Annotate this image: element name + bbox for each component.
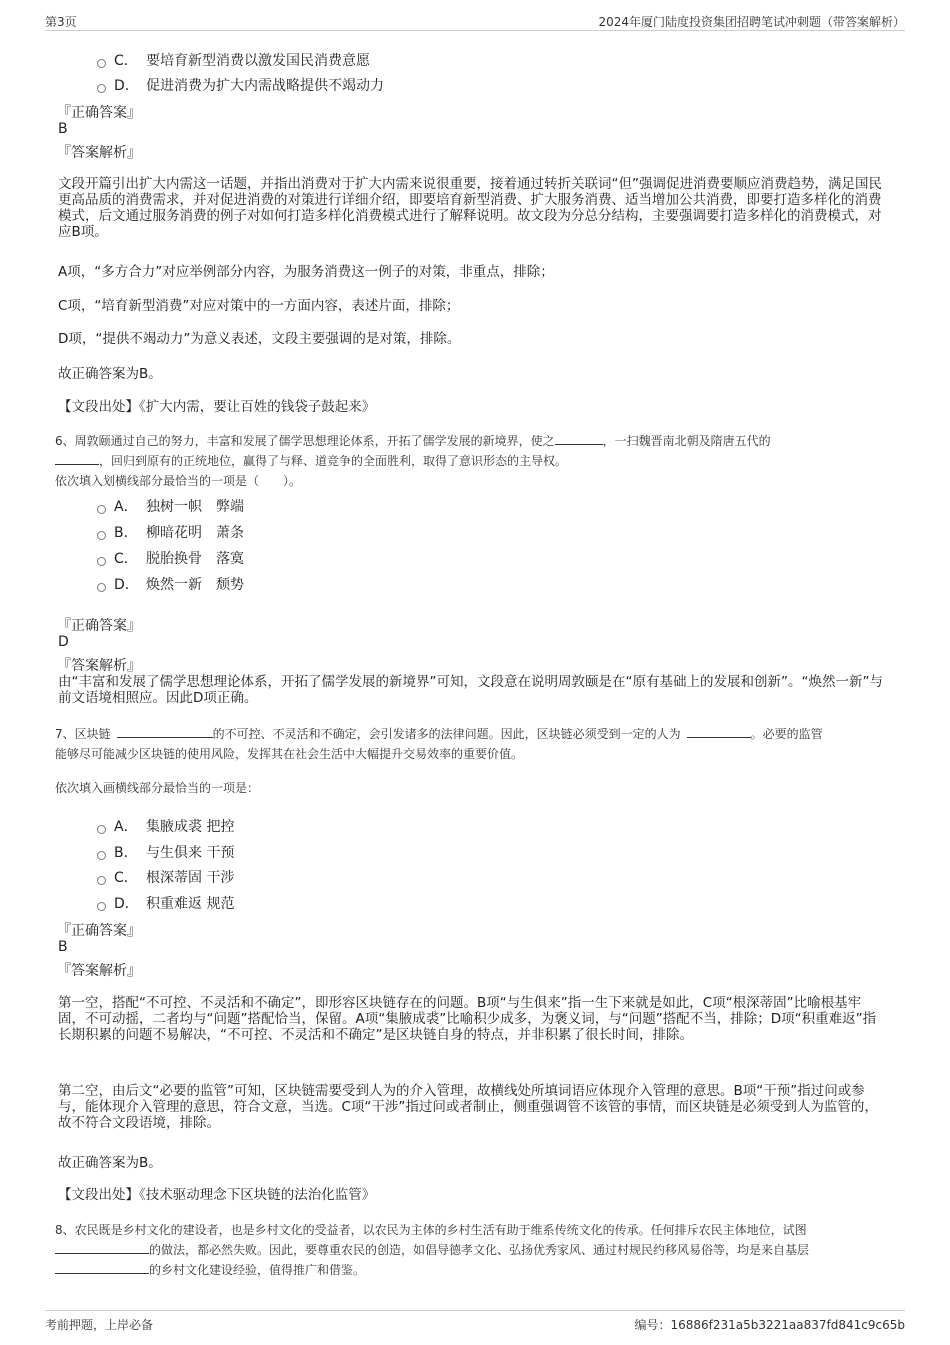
option-c[interactable]: C． 根深蒂固 干涉 — [97, 867, 234, 887]
option-b[interactable]: B． 与生俱来 干预 — [97, 842, 234, 862]
page-footer — [45, 1310, 905, 1336]
blank-line — [555, 432, 603, 445]
blank-line — [55, 1241, 149, 1254]
blank-line — [687, 725, 751, 738]
option-b[interactable]: B． 柳暗花明 萧条 — [97, 522, 244, 542]
analysis-paragraph: C项，“培育新型消费”对应对策中的一方面内容，表述片面，排除； — [58, 298, 460, 314]
analysis-paragraph: 第一空，搭配“不可控、不灵活和不确定”，即形容区块链存在的问题。B项“与生俱来”指一生下来就是如此，C项“根深蒂固”比喻根基牢固，不可动摇，二者均与“问题”搭配恰当，保留。A项“集腋成裘”比喻积少成多，为褒义词，与“问题”搭配不当，排除；D项“积重难返”指长期积累的问题不易解决，“不可控、不灵活和不确定”是区块链自身的特点，并非积累了很长时间，排除。 — [58, 995, 877, 1043]
radio-icon[interactable] — [97, 876, 106, 885]
question-stem: 6、周敦颐通过自己的努力，丰富和发展了儒学思想理论体系，开拓了儒学发展的新境界，使之 ，一扫魏晋南北朝及隋唐五代的 ，回归到原有的正统地位，赢得了与释、道竞争的全面胜利，取得了意识形态的主导权。 依次填入划横线部分最恰当的一项是（ ）。 — [55, 434, 771, 488]
radio-icon[interactable] — [97, 84, 106, 93]
blank-line — [55, 1261, 149, 1274]
question-stem: 8、农民既是乡村文化的建设者，也是乡村文化的受益者，以农民为主体的乡村生活有助于维系传统文化的传承。任何排斥农民主体地位，试图 的做法，都必然失败。因此，要尊重农民的创造，如倡导德孝文化、弘扬优秀家风、通过村规民约移风易俗等，均是来自基层 的乡村文化建设经验，值得推广和借鉴。 — [55, 1223, 810, 1277]
analysis-conclusion: 故正确答案为B。 — [58, 366, 162, 382]
answer-value: B — [58, 939, 68, 955]
analysis-label: 『答案解析』 — [57, 963, 141, 979]
source-citation: 【文段出处】《扩大内需，要让百姓的钱袋子鼓起来》 — [58, 399, 376, 415]
option-d[interactable]: D． 促进消费为扩大内需战略提供不竭动力 — [97, 75, 384, 95]
radio-icon[interactable] — [97, 825, 106, 834]
page-header — [45, 0, 905, 31]
analysis-label: 『答案解析』 — [57, 145, 141, 161]
radio-icon[interactable] — [97, 59, 106, 68]
answer-value: D — [58, 634, 69, 650]
analysis-paragraph: A项，“多方合力”对应举例部分内容，为服务消费这一例子的对策，非重点，排除； — [58, 264, 554, 280]
option-d[interactable]: D． 积重难返 规范 — [97, 893, 234, 913]
option-a[interactable]: A． 独树一帜 弊端 — [97, 496, 244, 516]
radio-icon[interactable] — [97, 531, 106, 540]
analysis-conclusion: 故正确答案为B。 — [58, 1155, 162, 1171]
footer-slogan: 考前押题，上岸必备 — [45, 1318, 154, 1332]
answer-value: B — [58, 121, 68, 137]
blank-line — [55, 452, 99, 465]
blank-line — [117, 725, 213, 738]
radio-icon[interactable] — [97, 902, 106, 911]
analysis-paragraph: 由“丰富和发展了儒学思想理论体系，开拓了儒学发展的新境界”可知，文段意在说明周敦颐是在“原有基础上的发展和创新”。“焕然一新”与前文语境相照应。因此D项正确。 — [58, 674, 883, 706]
document-title: 2024年厦门陆度投资集团招聘笔试冲刺题（带答案解析） — [598, 15, 905, 29]
page-number: 第3页 — [45, 15, 77, 29]
radio-icon[interactable] — [97, 583, 106, 592]
option-a[interactable]: A． 集腋成裘 把控 — [97, 816, 234, 836]
radio-icon[interactable] — [97, 851, 106, 860]
answer-label: 『正确答案』 — [57, 105, 141, 121]
option-c[interactable]: C． 脱胎换骨 落寞 — [97, 548, 244, 568]
analysis-paragraph: 文段开篇引出扩大内需这一话题，并指出消费对于扩大内需来说很重要，接着通过转折关联词“但”强调促进消费要顺应消费趋势，满足国民更高品质的消费需求，并对促进消费的对策进行详细介绍，即要培育新型消费、扩大服务消费、适当增加公共消费，即要打造多样化的消费模式，后文通过服务消费的例子对如何打造多样化消费模式进行了解释说明。故文段为分总分结构，主要强调要打造多样化的消费模式，对应B项。 — [58, 176, 882, 240]
question-stem: 7、区块链 的不可控、不灵活和不确定，会引发诸多的法律问题。因此，区块链必须受到一定的人为 。必要的监管 能够尽可能减少区块链的使用风险，发挥其在社会生活中大幅提升交易效率的重要价值。 — [55, 727, 823, 761]
analysis-paragraph: D项，“提供不竭动力”为意义表述，文段主要强调的是对策，排除。 — [58, 331, 461, 347]
radio-icon[interactable] — [97, 557, 106, 566]
analysis-paragraph: 第二空，由后文“必要的监管”可知，区块链需要受到人为的介入管理，故横线处所填词语应体现介入管理的意思。B项“干预”指过问或参与，能体现介入管理的意思，符合文意，当选。C项“干涉”指过问或者制止，侧重强调管不该管的事情，而区块链是必须受到人为监管的，故不符合文段语境，排除。 — [58, 1083, 878, 1131]
answer-label: 『正确答案』 — [57, 923, 141, 939]
source-citation: 【文段出处】《技术驱动理念下区块链的法治化监管》 — [58, 1187, 376, 1203]
answer-label: 『正确答案』 — [57, 618, 141, 634]
analysis-label: 『答案解析』 — [57, 658, 141, 674]
option-c[interactable]: C． 要培育新型消费以激发国民消费意愿 — [97, 50, 370, 70]
document-id: 编号：16886f231a5b3221aa837fd841c9c65b — [634, 1318, 905, 1332]
option-d[interactable]: D． 焕然一新 颓势 — [97, 574, 244, 594]
radio-icon[interactable] — [97, 505, 106, 514]
question-instruction: 依次填入画横线部分最恰当的一项是： — [55, 781, 260, 795]
